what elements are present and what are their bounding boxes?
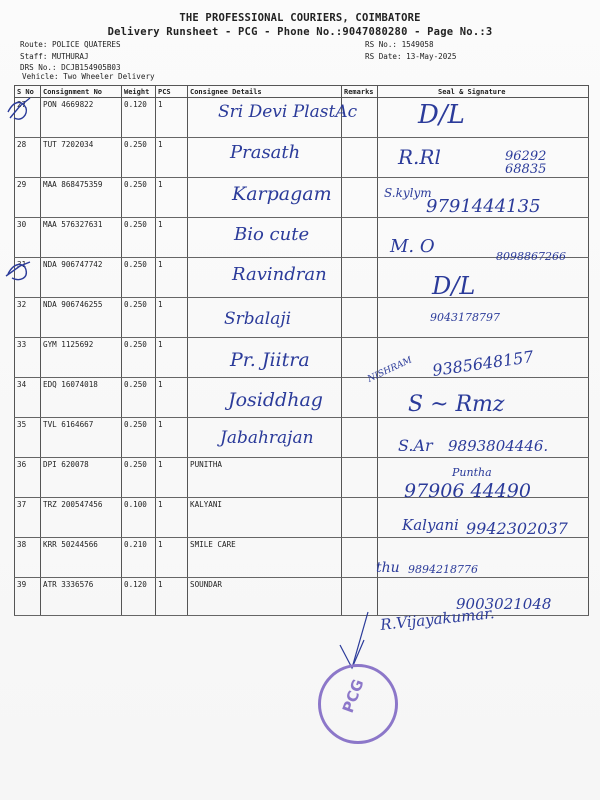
cell-consignment: GYM 1125692 <box>41 338 122 378</box>
company-title: THE PROFESSIONAL COURIERS, COIMBATORE <box>179 12 421 24</box>
col-consignment: Consignment No <box>41 86 122 98</box>
cell-sno: 29 <box>15 178 41 218</box>
col-sno: S No <box>15 86 41 98</box>
cell-consignee: SMILE CARE <box>188 538 342 578</box>
drs-label: DRS No.: DCJB154905B03 <box>20 63 121 72</box>
cell-pcs: 1 <box>156 578 188 616</box>
cell-pcs: 1 <box>156 218 188 258</box>
cell-consignment: PON 4669822 <box>41 98 122 138</box>
cell-pcs: 1 <box>156 338 188 378</box>
cell-sno: 28 <box>15 138 41 178</box>
cell-weight: 0.250 <box>122 138 156 178</box>
cell-consignment: MAA 868475359 <box>41 178 122 218</box>
handwritten-phone-32: 9043178797 <box>430 311 500 324</box>
handwritten-consignee-31: Ravindran <box>232 264 327 285</box>
cell-sno: 38 <box>15 538 41 578</box>
col-signature: Seal & Signature <box>378 86 589 98</box>
route-label: Route: POLICE QUATERES <box>20 40 121 49</box>
handwritten-consignee-30: Bio cute <box>234 224 310 245</box>
handwritten-signature-36: Puntha <box>452 466 492 479</box>
handwritten-signature-30: M. O <box>390 236 435 257</box>
handwritten-phone-37: 9942302037 <box>466 519 568 538</box>
handwritten-consignee-28: Prasath <box>230 142 301 163</box>
runsheet-subtitle: Delivery Runsheet - PCG - Phone No.:9047080280 - Page No.:3 <box>107 26 493 38</box>
col-weight: Weight <box>122 86 156 98</box>
cell-sno: 37 <box>15 498 41 538</box>
handwritten-phone-33: 9385648157 <box>431 347 535 380</box>
cell-weight: 0.250 <box>122 258 156 298</box>
cell-consignee: SOUNDAR <box>188 578 342 616</box>
cell-pcs: 1 <box>156 138 188 178</box>
cell-consignment: NDA 906746255 <box>41 298 122 338</box>
cell-sno: 34 <box>15 378 41 418</box>
vehicle-label: Vehicle: Two Wheeler Delivery <box>22 72 155 81</box>
handwritten-consignee-32: Srbalaji <box>224 309 292 329</box>
cell-sno: 32 <box>15 298 41 338</box>
handwritten-signature-28: R.Rl <box>398 145 441 169</box>
cell-consignment: ATR 3336576 <box>41 578 122 616</box>
handwritten-stamp-33: NISHRAM <box>366 355 414 385</box>
pcg-stamp-text: PCG <box>338 676 368 716</box>
cell-consignment: NDA 906747742 <box>41 258 122 298</box>
cell-sno: 33 <box>15 338 41 378</box>
cell-consignment: TVL 6164667 <box>41 418 122 458</box>
col-pcs: PCS <box>156 86 188 98</box>
handwritten-phone-39: 9003021048 <box>456 595 552 613</box>
cell-weight: 0.250 <box>122 418 156 458</box>
cell-sno: 30 <box>15 218 41 258</box>
cell-pcs: 1 <box>156 378 188 418</box>
cell-consignment: TUT 7202034 <box>41 138 122 178</box>
rs-no-label: RS No.: 1549058 <box>365 40 434 49</box>
cell-pcs: 1 <box>156 418 188 458</box>
cell-weight: 0.250 <box>122 178 156 218</box>
cell-weight: 0.250 <box>122 298 156 338</box>
cell-consignee: KALYANI <box>188 498 342 538</box>
handwritten-signature-39: R.Vijayakumar. <box>379 604 496 634</box>
cell-pcs: 1 <box>156 538 188 578</box>
cell-weight: 0.250 <box>122 378 156 418</box>
handwritten-signature-31: D/L <box>432 272 476 300</box>
cell-weight: 0.250 <box>122 218 156 258</box>
handwritten-phone-28: 96292 68835 <box>505 149 547 177</box>
handwritten-phone-29: 9791444135 <box>426 196 541 217</box>
cell-consignment: EDQ 16074018 <box>41 378 122 418</box>
cell-pcs: 1 <box>156 258 188 298</box>
handwritten-signature-35: S.Ar <box>398 436 433 455</box>
handwritten-consignee-27: Sri Devi PlastAc <box>218 102 358 122</box>
handwritten-signature-29: S.kylym <box>384 186 432 200</box>
cell-weight: 0.250 <box>122 338 156 378</box>
cell-pcs: 1 <box>156 498 188 538</box>
cell-sno: 31 <box>15 258 41 298</box>
handwritten-consignee-35: Jabahrajan <box>220 428 314 448</box>
handwritten-phone-35: 9893804446. <box>448 437 549 455</box>
cell-weight: 0.120 <box>122 578 156 616</box>
cell-consignee: PUNITHA <box>188 458 342 498</box>
cell-consignment: KRR 50244566 <box>41 538 122 578</box>
handwritten-signature-37: Kalyani <box>402 516 459 534</box>
cell-sno: 27 <box>15 98 41 138</box>
cell-consignment: TRZ 200547456 <box>41 498 122 538</box>
cell-weight: 0.120 <box>122 98 156 138</box>
cell-weight: 0.210 <box>122 538 156 578</box>
cell-weight: 0.100 <box>122 498 156 538</box>
handwritten-consignee-29: Karpagam <box>232 183 332 205</box>
handwritten-phone-30: 8098867266 <box>496 250 566 263</box>
cell-pcs: 1 <box>156 98 188 138</box>
cell-consignment: DPI 620078 <box>41 458 122 498</box>
col-remarks: Remarks <box>342 86 378 98</box>
handwritten-signature-38: thu <box>376 560 400 576</box>
cell-pcs: 1 <box>156 458 188 498</box>
rs-date-label: RS Date: 13-May-2025 <box>365 52 457 61</box>
cell-sno: 36 <box>15 458 41 498</box>
handwritten-consignee-34: Josiddhag <box>228 389 323 411</box>
cell-consignment: MAA 576327631 <box>41 218 122 258</box>
handwritten-signature-34: S ~ Rmz <box>408 392 505 417</box>
cell-weight: 0.250 <box>122 458 156 498</box>
handwritten-phone-38: 9894218776 <box>408 563 478 576</box>
cell-pcs: 1 <box>156 298 188 338</box>
col-consignee: Consignee Details <box>188 86 342 98</box>
handwritten-phone-36: 97906 44490 <box>404 480 531 502</box>
handwritten-consignee-33: Pr. Jiitra <box>230 349 310 371</box>
staff-label: Staff: MUTHURAJ <box>20 52 89 61</box>
cell-pcs: 1 <box>156 178 188 218</box>
handwritten-signature-27: D/L <box>418 100 465 130</box>
cell-sno: 35 <box>15 418 41 458</box>
cell-sno: 39 <box>15 578 41 616</box>
